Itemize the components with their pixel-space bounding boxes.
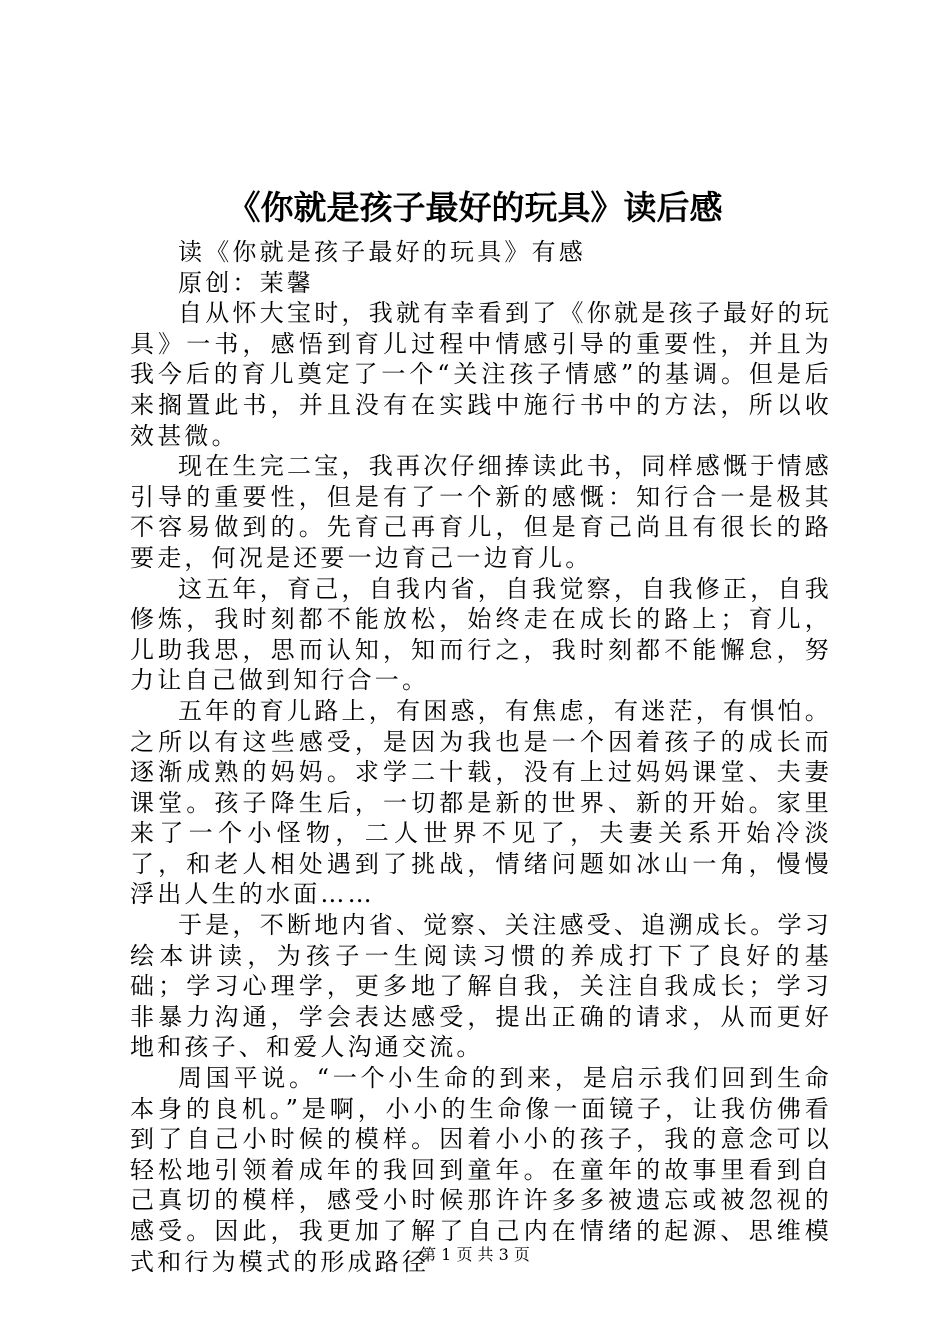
body-paragraph: 周国平说。“一个小生命的到来，是启示我们回到生命本身的良机。”是啊，小小的生命像一面镜子，让我仿佛看到了自己小时候的模样。因着小小的孩子，我的意念可以轻松地引领着成年的我回到童年。在童年的故事里看到自己真切的模样，感受小时候那许许多多被遗忘或被忽视的感受。因此，我更加了解了自己内在情绪的起源、思维模式和行为模式的形成路径 xyxy=(130,1064,832,1276)
body-paragraph: 自从怀大宝时，我就有幸看到了《你就是孩子最好的玩具》一书，感悟到育儿过程中情感引导的重要性，并且为我今后的育儿奠定了一个“关注孩子情感”的基调。但是后来搁置此书，并且没有在实践中施行书中的方法，所以收效甚微。 xyxy=(130,299,832,450)
body-paragraph: 于是，不断地内省、觉察、关注感受、追溯成长。学习绘本讲读，为孩子一生阅读习惯的养成打下了良好的基础；学习心理学，更多地了解自我，关注自我成长；学习非暴力沟通，学会表达感受，提出正确的请求，从而更好地和孩子、和爱人沟通交流。 xyxy=(130,911,832,1062)
subtitle-line: 读《你就是孩子最好的玩具》有感 xyxy=(178,238,586,266)
body-paragraph: 这五年，育己，自我内省，自我觉察，自我修正，自我修炼，我时刻都不能放松，始终走在成长的路上；育儿，儿助我思，思而认知，知而行之，我时刻都不能懈怠，努力让自己做到知行合一。 xyxy=(130,574,832,695)
body-paragraph: 五年的育儿路上，有困惑，有焦虑，有迷茫，有惧怕。之所以有这些感受，是因为我也是一个因着孩子的成长而逐渐成熟的妈妈。求学二十载，没有上过妈妈课堂、夫妻课堂。孩子降生后，一切都是新的世界、新的开始。家里来了一个小怪物，二人世界不见了，夫妻关系开始冷淡了，和老人相处遇到了挑战，情绪问题如冰山一角，慢慢浮出人生的水面…… xyxy=(130,696,832,909)
body-paragraph: 现在生完二宝，我再次仔细捧读此书，同样感慨于情感引导的重要性，但是有了一个新的感慨：知行合一是极其不容易做到的。先育己再育儿，但是育己尚且有很长的路要走，何况是还要一边育己一边育儿。 xyxy=(130,452,832,572)
document-title: 《你就是孩子最好的玩具》读后感 xyxy=(227,188,723,227)
document-body xyxy=(130,237,832,1277)
author-line: 原创：茉馨 xyxy=(178,268,314,297)
page-number-footer: 第 1 页 共 3 页 xyxy=(420,1245,530,1264)
